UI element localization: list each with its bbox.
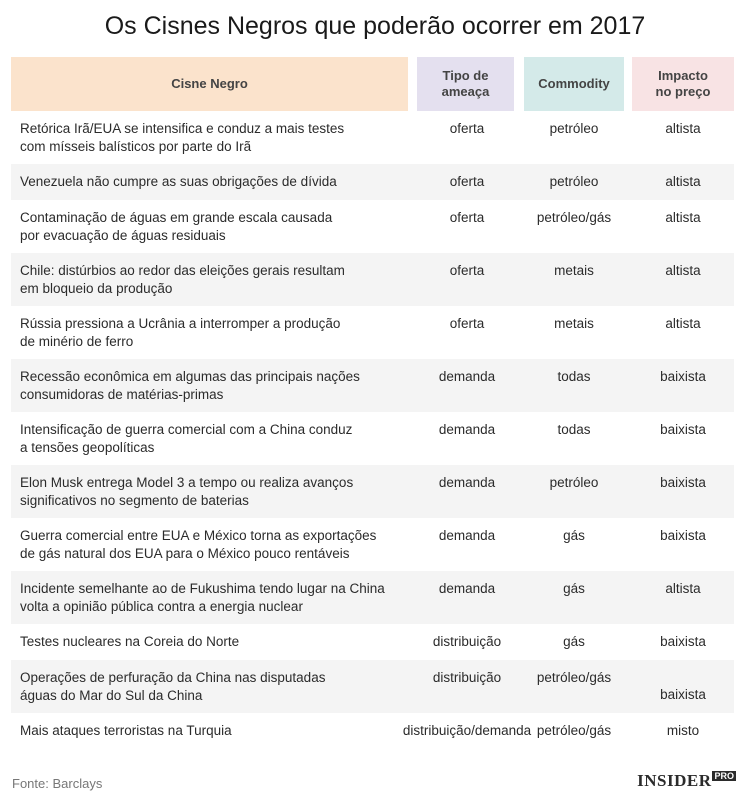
cell-threat-type: demanda (438, 581, 496, 596)
cell-price-impact: altista (665, 210, 701, 225)
cell-event-line: Rússia pressiona a Ucrânia a interromper a produção (20, 316, 341, 331)
cell-event (20, 669, 395, 704)
cell-threat-type: distribuição/demanda (402, 723, 532, 738)
table-row (11, 465, 734, 518)
header-price-impact-line2: no preço (655, 84, 711, 99)
cell-threat-type: demanda (438, 422, 496, 437)
page-title: Os Cisnes Negros que poderão ocorrer em 2017 (104, 12, 646, 40)
cell-event-line: Testes nucleares na Coreia do Norte (20, 634, 240, 649)
cell-commodity: gás (563, 528, 585, 543)
cell-commodity: todas (557, 369, 591, 384)
cell-event (20, 368, 395, 403)
cell-event-line: Contaminação de águas em grande escala causada (20, 210, 333, 225)
cell-price-impact: altista (665, 263, 701, 278)
header-threat-type: Tipo de ameaça (417, 57, 514, 111)
cell-event-line: Intensificação de guerra comercial com a China conduz (20, 422, 353, 437)
table-row (11, 200, 734, 253)
cell-commodity: metais (554, 263, 594, 278)
table-row (11, 253, 734, 306)
cell-event-line: Venezuela não cumpre as suas obrigações de dívida (20, 174, 337, 189)
cell-price-impact: baixista (660, 528, 706, 543)
cell-event (20, 527, 395, 562)
cell-commodity: petróleo/gás (536, 723, 612, 738)
table-body (11, 111, 734, 748)
brand-logo (637, 771, 736, 791)
cell-event (20, 173, 395, 191)
cell-event (20, 633, 395, 651)
cell-commodity: petróleo/gás (536, 670, 612, 685)
cell-event (20, 315, 395, 350)
table-row (11, 713, 734, 748)
cell-price-impact: altista (665, 581, 701, 596)
cell-threat-type: demanda (438, 369, 496, 384)
cell-event-line: de gás natural dos EUA para o México pouco rentáveis (20, 545, 350, 561)
header-commodity: Commodity (524, 57, 624, 111)
cell-threat-type: oferta (449, 263, 485, 278)
cell-price-impact: altista (665, 121, 701, 136)
cell-event-line: volta a opinião pública contra a energia nuclear (20, 598, 303, 614)
cell-threat-type: demanda (438, 475, 496, 490)
table-row (11, 359, 734, 412)
cell-event (20, 209, 395, 244)
cell-event-line: Retórica Irã/EUA se intensifica e conduz a mais testes (20, 121, 345, 136)
cell-event-line: com mísseis balísticos por parte do Irã (20, 138, 252, 154)
cell-event-line: Recessão econômica em algumas das principais nações (20, 369, 360, 384)
header-black-swan: Cisne Negro (11, 57, 408, 111)
cell-event-line: Incidente semelhante ao de Fukushima tendo lugar na China (20, 581, 385, 596)
header-price-impact (632, 57, 734, 111)
cell-commodity: petróleo/gás (536, 210, 612, 225)
cell-threat-type: oferta (449, 210, 485, 225)
table-row (11, 164, 734, 200)
cell-event-line: Operações de perfuração da China nas disputadas (20, 670, 326, 685)
table-row (11, 412, 734, 465)
cell-event-line: consumidoras de matérias-primas (20, 386, 224, 402)
cell-commodity: petróleo (549, 174, 599, 189)
cell-event-line: significativos no segmento de baterias (20, 492, 249, 508)
cell-threat-type: demanda (438, 528, 496, 543)
cell-event-line: Elon Musk entrega Model 3 a tempo ou realiza avanços (20, 475, 354, 490)
cell-event-line: de minério de ferro (20, 333, 134, 349)
table-row (11, 660, 734, 713)
cell-event (20, 474, 395, 509)
cell-threat-type: oferta (449, 121, 485, 136)
header-price-impact-line1: Impacto (658, 67, 708, 83)
cell-price-impact: baixista (660, 475, 706, 490)
cell-price-impact: altista (665, 174, 701, 189)
table-row (11, 306, 734, 359)
cell-commodity: gás (563, 581, 585, 596)
table-row (11, 624, 734, 660)
cell-price-impact: baixista (660, 422, 706, 437)
cell-event-line: Mais ataques terroristas na Turquia (20, 723, 232, 738)
cell-commodity: petróleo (549, 121, 599, 136)
cell-commodity: gás (563, 634, 585, 649)
table-header (0, 57, 750, 111)
cell-commodity: petróleo (549, 475, 599, 490)
brand-name: INSIDER (637, 771, 712, 790)
cell-price-impact: baixista (660, 369, 706, 384)
cell-event (20, 262, 395, 297)
cell-event (20, 580, 395, 615)
cell-event-line: a tensões geopolíticas (20, 439, 155, 455)
cell-price-impact: baixista (660, 634, 706, 649)
table-row (11, 518, 734, 571)
cell-event-line: por evacuação de águas residuais (20, 227, 226, 243)
cell-threat-type: oferta (449, 174, 485, 189)
source-note: Fonte: Barclays (12, 776, 103, 791)
cell-event (20, 120, 395, 155)
brand-suffix: PRO (714, 771, 734, 781)
cell-price-impact: misto (666, 723, 700, 738)
cell-event-line: águas do Mar do Sul da China (20, 687, 203, 703)
cell-threat-type: oferta (449, 316, 485, 331)
cell-price-impact: baixista (660, 687, 706, 702)
cell-price-impact: altista (665, 316, 701, 331)
cell-threat-type: distribuição (432, 634, 502, 649)
table-row (11, 111, 734, 164)
cell-event (20, 722, 395, 740)
cell-event (20, 421, 395, 456)
cell-event-line: em bloqueio da produção (20, 280, 173, 296)
cell-event-line: Chile: distúrbios ao redor das eleições gerais resultam (20, 263, 345, 278)
table-row (11, 571, 734, 624)
cell-commodity: todas (557, 422, 591, 437)
cell-event-line: Guerra comercial entre EUA e México torna as exportações (20, 528, 377, 543)
cell-threat-type: distribuição (432, 670, 502, 685)
cell-commodity: metais (554, 316, 594, 331)
